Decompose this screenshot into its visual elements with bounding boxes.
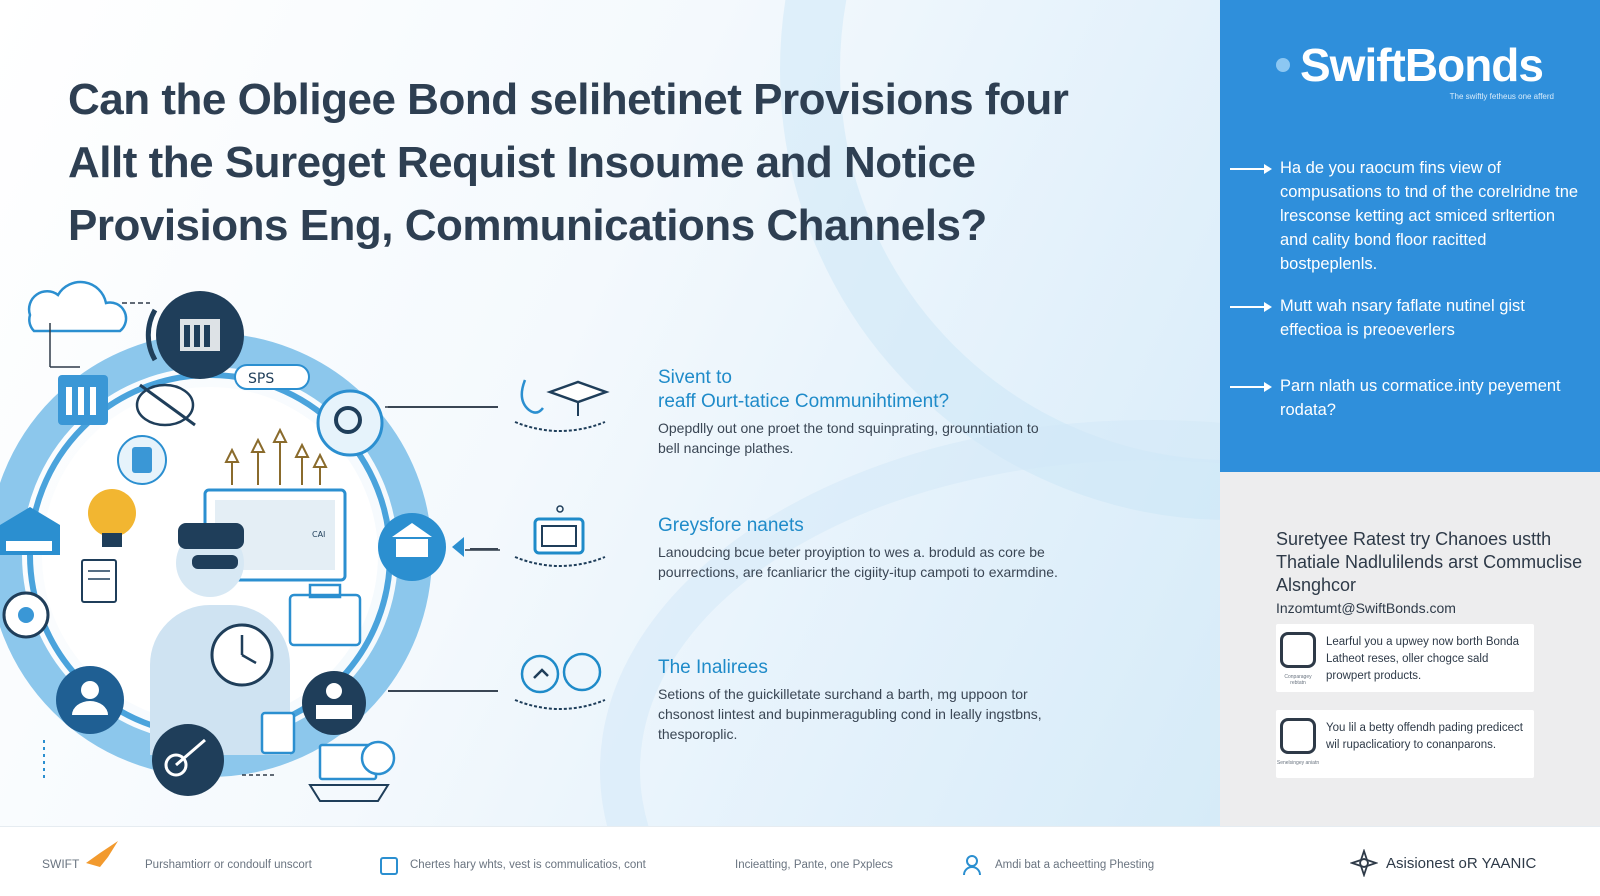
satellite-dish-icon [137, 385, 195, 425]
communication-illustration [0, 255, 500, 815]
document-footer-icon [378, 855, 402, 877]
footer-item-2: Chertes hary whts, vest is commulicatios, cont [410, 859, 646, 871]
laptop-icon [310, 742, 394, 801]
footer-item-4: Amdi bat a acheetting Phesting [995, 859, 1155, 871]
user-icon [56, 666, 124, 734]
monitor-label: CAI [312, 530, 326, 539]
headline-line-3: Provisions Eng, Communications Channels? [68, 201, 987, 250]
brand-logo: SwiftBonds [1300, 39, 1543, 91]
arrows-icon [1280, 632, 1316, 668]
clock-icon [212, 625, 272, 685]
document-icon [82, 560, 116, 602]
footer [0, 826, 1600, 896]
info-item-title: Greysfore nanets [658, 515, 804, 536]
info-item-1 [658, 366, 1058, 458]
footer-logo: SWIFT [42, 857, 80, 871]
bird-logo-icon [84, 839, 120, 869]
headline-line-1: Can the Obligee Bond selihetinet Provisions four [68, 75, 1069, 124]
brand-tagline: The swiftly fetheus one afferd [1449, 92, 1554, 101]
info-card-1 [1276, 624, 1534, 692]
contact-title: Suretyee Ratest try Chanoes ustth Thatiale Nadlulilends arst Commuclise Alsnghcor [1276, 529, 1583, 595]
bank-icon [378, 513, 464, 581]
card-text: Learful you a upwey now borth Bonda Latheot reses, oller chogce sald prowpert products. [1326, 636, 1520, 682]
tag-label: SPS [248, 371, 275, 387]
panel-item-2: Mutt wah nsary faflate nutinel gist effectioa is preoeverlers [1280, 297, 1525, 339]
connector-line [388, 690, 498, 692]
arrow-icon [1230, 306, 1270, 308]
compass-icon [1350, 849, 1378, 877]
footer-item-3: Incieatting, Pante, one Pxplecs [735, 859, 893, 871]
contact-panel [1220, 472, 1600, 826]
info-item-body: Setions of the guickilletate surchand a barth, mg uppoon tor chsonost lintest and bupinmeragubling cond in leally ingstbns, thesporoplic. [658, 686, 1042, 742]
shield-icon [1280, 718, 1316, 754]
card-icon-caption: Conparagey rebtatn [1284, 674, 1312, 686]
tag-badge [235, 365, 309, 389]
target-icon [152, 724, 224, 796]
footer-item-1: Purshamtiorr or condoulf unscort [145, 859, 312, 871]
card-icon-caption: Senelsingey aniatn [1276, 760, 1320, 766]
person-footer-icon [960, 853, 984, 877]
info-item-3 [658, 656, 1058, 744]
chat-bubbles-icon [510, 648, 610, 718]
connector-line [470, 548, 498, 550]
headline-line-2: Allt the Sureget Requist Insoume and Notice [68, 138, 976, 187]
arrow-icon [1230, 168, 1270, 170]
search-icon [318, 391, 382, 455]
screen-icon [510, 505, 610, 575]
gear-icon [4, 593, 48, 637]
tablet-icon [262, 713, 294, 753]
headline [68, 68, 1108, 257]
footer-right-label: Asisionest oR YAANIC [1386, 855, 1537, 872]
panel-item-1: Ha de you raocum fins view of compusations to tnd of the corelridne tne lresconse ketting act smiced srltertion and cality bond floor racitted bostpeplenls. [1280, 159, 1579, 273]
brand-panel [1220, 0, 1600, 472]
info-item-title: The Inalirees [658, 657, 768, 678]
info-item-2 [658, 514, 1058, 582]
info-item-title: Sivent to reaff Ourt-tatice Communihtiment? [658, 367, 950, 412]
phone-icon [118, 436, 166, 484]
info-card-2 [1276, 710, 1534, 778]
brand-dot-icon [1276, 58, 1290, 72]
panel-item-3: Parn nlath us cormatice.inty peyement rodata? [1280, 377, 1561, 419]
connector-line [388, 406, 498, 408]
office-icon [58, 375, 108, 425]
info-item-body: Opepdlly out one proet the tond squinprating, grounntiation to bell nancinge plathes. [658, 420, 1039, 456]
graduation-cap-icon [510, 370, 610, 440]
contact-email-link[interactable]: Inzomtumt@SwiftBonds.com [1276, 600, 1456, 616]
background-swoosh [600, 420, 1220, 826]
user-at-desk-icon [302, 671, 366, 735]
cloud-icon [29, 282, 126, 331]
briefcase-icon [290, 585, 360, 645]
arrow-icon [1230, 386, 1270, 388]
card-text: You lil a betty offendh pading predicect wil rupaclicatiory to conanparons. [1326, 722, 1523, 751]
info-item-body: Lanoudcing bcue beter proyiption to wes a. broduld as core be pourrections, are fcanliaricr the cigiity-itup campoti to exarmdine. [658, 544, 1058, 580]
